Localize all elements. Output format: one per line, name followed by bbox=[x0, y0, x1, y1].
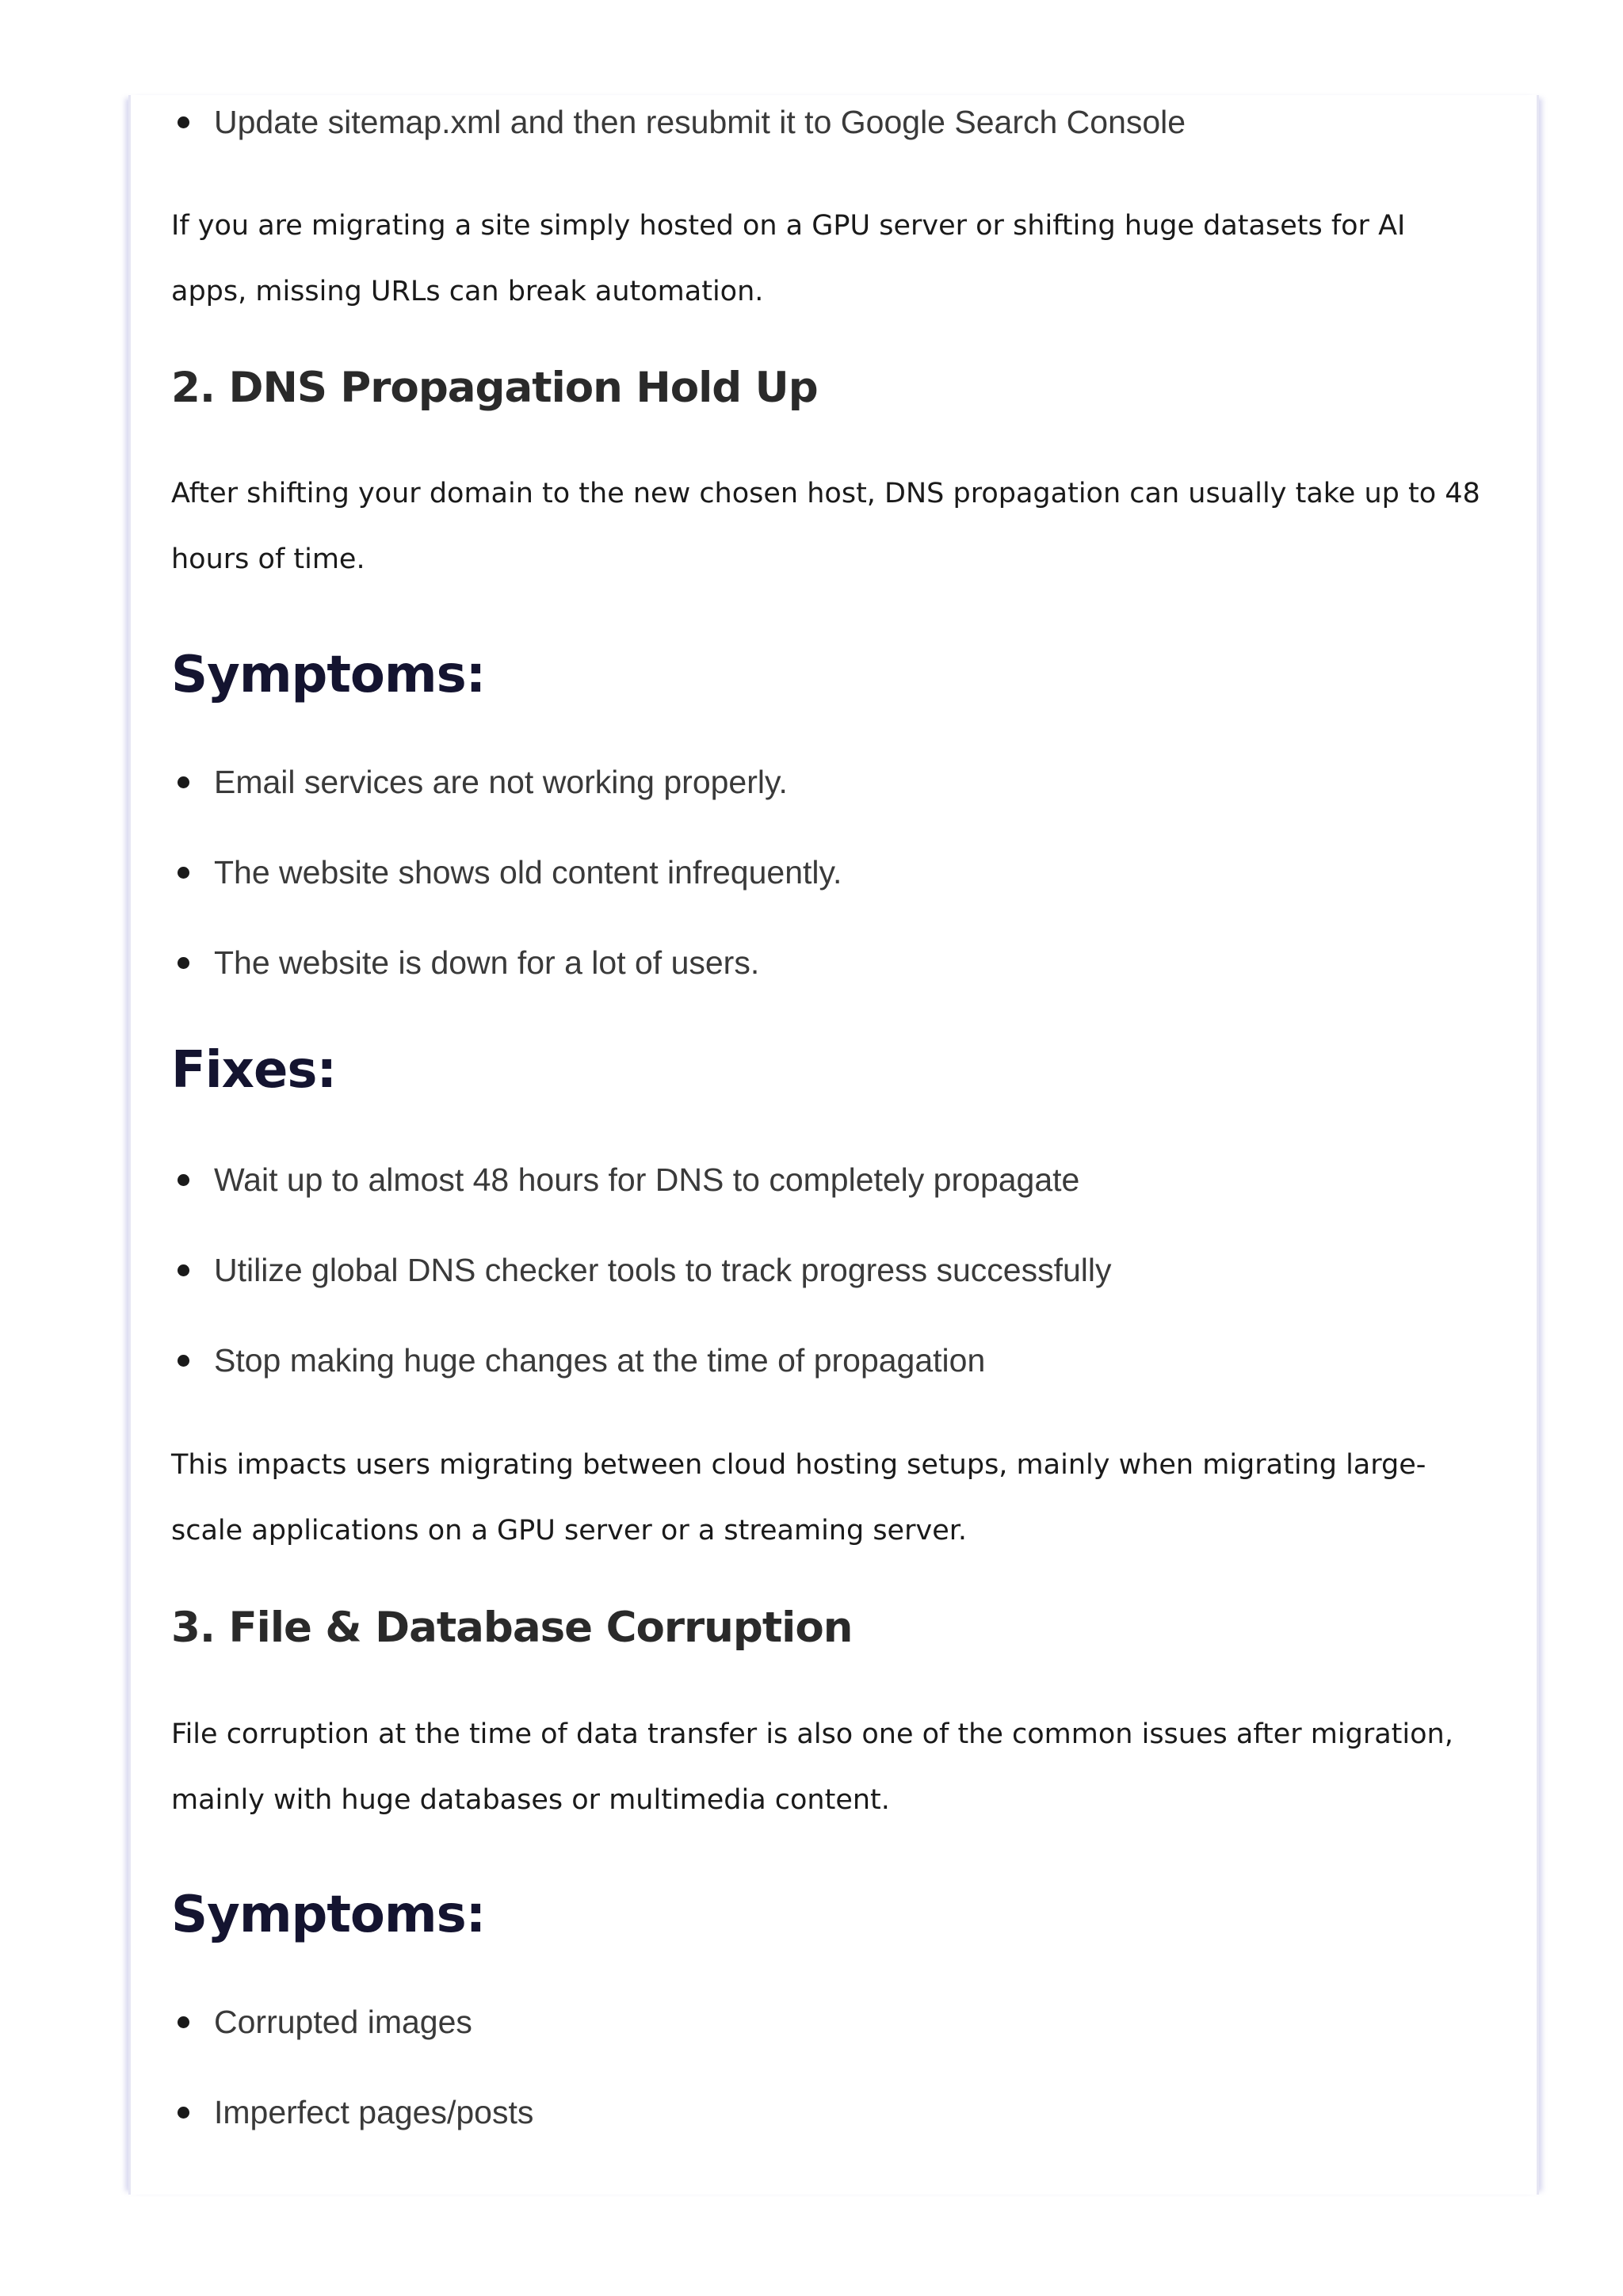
bullet-icon bbox=[178, 2016, 189, 2028]
list-item: Wait up to almost 48 hours for DNS to completely propagate bbox=[171, 1151, 1112, 1241]
bullet-icon bbox=[178, 1174, 189, 1186]
fixes-heading: Fixes: bbox=[171, 1041, 337, 1100]
bullet-icon bbox=[178, 957, 189, 969]
bullet-icon bbox=[178, 116, 189, 128]
section-heading: 3. File & Database Corruption bbox=[171, 1604, 853, 1652]
symptoms-list bbox=[171, 1993, 533, 2174]
bullet-icon bbox=[178, 867, 189, 879]
list-item: Stop making huge changes at the time of propagation bbox=[171, 1332, 1112, 1422]
section-heading: 2. DNS Propagation Hold Up bbox=[171, 364, 818, 412]
list-item: The website is down for a lot of users. bbox=[171, 934, 842, 1024]
paragraph: File corruption at the time of data transfer is also one of the common issues after migration, mainly with huge databases or multimedia content. bbox=[171, 1718, 1453, 1816]
list-item: Imperfect pages/posts bbox=[171, 2084, 533, 2174]
symptoms-heading: Symptoms: bbox=[171, 1886, 486, 1944]
bullet-icon bbox=[178, 1264, 189, 1276]
list-item: The website shows old content infrequently. bbox=[171, 844, 842, 934]
paragraph: This impacts users migrating between cloud hosting setups, mainly when migrating large-scale applications on a GPU server or a streaming server. bbox=[171, 1449, 1426, 1547]
bullet-icon bbox=[178, 2107, 189, 2119]
bullet-icon bbox=[178, 776, 189, 788]
symptoms-list bbox=[171, 753, 842, 1024]
symptoms-heading: Symptoms: bbox=[171, 646, 486, 704]
list-item: Update sitemap.xml and then resubmit it to Google Search Console bbox=[171, 93, 1186, 184]
top-bullet-list bbox=[171, 93, 1186, 184]
fixes-list bbox=[171, 1151, 1112, 1422]
list-item: Email services are not working properly. bbox=[171, 753, 842, 844]
paragraph: If you are migrating a site simply hosted on a GPU server or shifting huge datasets for AI apps, missing URLs can break automation. bbox=[171, 210, 1406, 307]
bullet-icon bbox=[178, 1355, 189, 1367]
list-item: Corrupted images bbox=[171, 1993, 533, 2084]
list-item: Utilize global DNS checker tools to track progress successfully bbox=[171, 1241, 1112, 1332]
paragraph: After shifting your domain to the new chosen host, DNS propagation can usually take up to 48 hours of time. bbox=[171, 478, 1480, 575]
